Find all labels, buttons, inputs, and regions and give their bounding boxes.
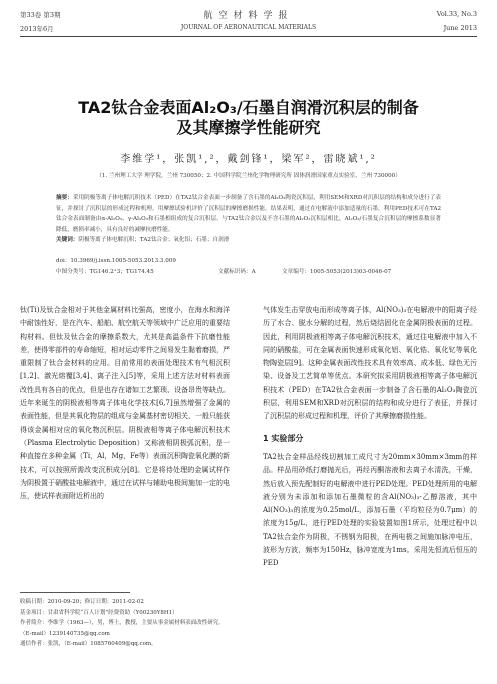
title-line-1: TA2钛合金表面Al₂O₃/石墨自润滑沉积层的制备: [78, 98, 419, 117]
paper-title: [20, 98, 477, 138]
keywords-paragraph: [56, 235, 441, 246]
footnote-rule: [20, 592, 130, 593]
author-bio: 作者简介：李维学（1963—），男，博士，教授，主要从事金属材料表面改性研究。（E-mail）1239140735@qq.com: [20, 620, 224, 637]
body-paragraph: 钛(Ti)及钛合金相对于其他金属材料比强高，密度小，在海水和海洋中耐蚀性好，是在汽车、船舶、航空航天等领域中广泛应用的重要结构材料。但钛及钛合金的摩擦系数大，尤其是高温条件下抗磨性能差，使得零部件的寿命缩短，相对运动零件之间易发生黏着磨损，严重限制了钛合金材料的应用。目前常用的表面处理技术有气相沉积[1,2]、激光熔覆[3,4]、离子注入[5]等，采用上述方法对材料表面改性具有各自的优点，但是也存在诸如工艺繁琐、设备昂贵等缺点。近年来诞生的阴极液相等离子体电化学技术[6,7]虽然增强了金属的表面性能，但是其氧化物层的组成与金属基材密切相关，一般只能获得该金属相对应的氧化物沉积层。阴极液相等离子体电解沉积技术（Plasma Electrolytic Deposition）又称液相阴极弧沉积，是一种直接在多种金属（Ti，Al，Mg，Fe等）表面沉积陶瓷氧化膜的新技术，可以按照所需改变沉积成分[8]。它是将待处理的金属试样作为阴极置于硝酸盐电解液中，通过在试样与辅助电极间施加一定的电压，使试样表面附近析出的: [20, 306, 230, 501]
body-paragraph: 气体发生击穿放电而形成等离子体，Al(NO₃)₃在电解液中的阳离子经历了水合、脱水分解的过程，然后烧结固化在金属阴极表面的过程。因此，利用阴极液相等离子体电解沉积技术，通过往电解液中加入不同的硝酸盐，可在金属表面快速形成氧化铝、氧化锆、氧化钇等氧化物陶瓷层[9]。这种金属表面改性技术具有效率高、成本低、绿色无污染、设备及工艺简单等优点。本研究拟采用阴极液相等离子体电解沉积技术（PED）在TA2钛合金表面一步制备了含石墨的Al₂O₃陶瓷沉积层，利用SEM和XRD对沉积层的结构和成分进行了表征，并探讨了沉积层的形成过程和机理，评价了其摩擦磨损性能。: [263, 306, 477, 421]
author-list: 李维学¹，张凯¹,²，戴剑锋¹，梁军²，雷晓斌¹,²: [120, 154, 377, 165]
fund-info: 基金项目：甘肃省科学院“百人计划”经费资助（Y00230Y8H1）: [20, 609, 178, 616]
publish-date-en: June 2013: [443, 24, 477, 32]
keywords-label: 关键词：: [56, 237, 79, 244]
publish-date: 2013年6月: [20, 25, 54, 33]
volume-issue: 第33卷 第3期: [20, 11, 61, 19]
volume-issue-en: Vol.33, No.3: [436, 10, 477, 18]
body-paragraph: TA2钛合金样品经线切割加工成尺寸为20mm×30mm×3mm的样品。样品用砂纸打磨抛光后，再经丙酮溶液和去离子水清洗，干燥，然后放入预先配制好的电解液中进行PED处理。PED处理所用的电解液分别为未添加和添加石墨微粒的含Al(NO₃)₃-乙醇溶液，其中Al(NO₃)₃的浓度为0.25mol/L，添加石墨（平均粒径为0.7μm）的浓度为15g/L，进行PED处理的实验装置如图1所示，处理过程中以TA2钛合金作为阴极，不锈钢为阳极，在两电极之间施加脉冲电压，波形为方波，频率为150Hz，脉冲宽度为1ms。采用先恒流后恒压的PED: [263, 452, 477, 568]
journal-name-cn: 航空材料学报: [203, 11, 294, 21]
abstract-paragraph: [56, 193, 441, 235]
article-number: 文章编号：1005-5053(2013)03-0046-07: [282, 268, 392, 275]
affiliation: （1. 兰州理工大学 理学院，兰州 730050；2. 中国科学院兰州化学物理研究所 固体润滑国家重点实验室，兰州 730000）: [96, 173, 401, 179]
abstract-text: 采用阴极等离子体电解沉积技术（PED）在TA2钛合金表面一步制备了含石墨的Al₂O₃陶瓷沉积层，利用SEM和XRD对沉积层的结构和成分进行了表征，并探讨了沉积层的形成过程和机理。用摩擦试验机评价了沉积层的摩擦磨损性能。结果表明，通过在电解液中添加适量的石墨，利用PED技术可在TA2钛合金表面制备由α-Al₂O₃、γ-Al₂O₃和石墨相组成的复合沉积层。与TA2钛合金以及不含石墨的Al₂O₃沉积层相比，Al₂O₃/石墨复合沉积层的摩擦系数显著降低，磨损率减小，具有良好的减摩抗磨性能。: [56, 195, 441, 233]
doi: doi：10.3969/j.issn.1005-5053.2013.3.009: [56, 258, 176, 264]
keywords-text: 阴极等离子体电解沉积；TA2钛合金；氧化铝；石墨；自润滑: [78, 237, 230, 244]
section-heading: 1 实验部分: [263, 433, 304, 443]
abstract-block: [56, 193, 441, 246]
header-rule: [20, 36, 477, 37]
journal-header: [20, 6, 477, 40]
title-line-2: 及其摩擦学性能研究: [176, 118, 321, 137]
received-date: 收稿日期：2010-09-20；修订日期：2011-02-02: [20, 599, 144, 605]
document-code: 文献标识码：A: [218, 268, 256, 275]
footnote-block: [20, 592, 230, 650]
body-left-column: [20, 304, 230, 503]
article-meta: [56, 256, 441, 278]
journal-name-en: JOURNAL OF AERONAUTICAL MATERIALS: [180, 24, 317, 31]
clc-number: 中图分类号：TG146.2⁺3；TG174.45: [56, 268, 154, 275]
corresponding-author: 通信作者：张凯，（E-mail）1085760409@qq.com。: [20, 641, 157, 648]
body-right-column: [263, 304, 477, 571]
abstract-label: 摘要：: [56, 195, 73, 201]
